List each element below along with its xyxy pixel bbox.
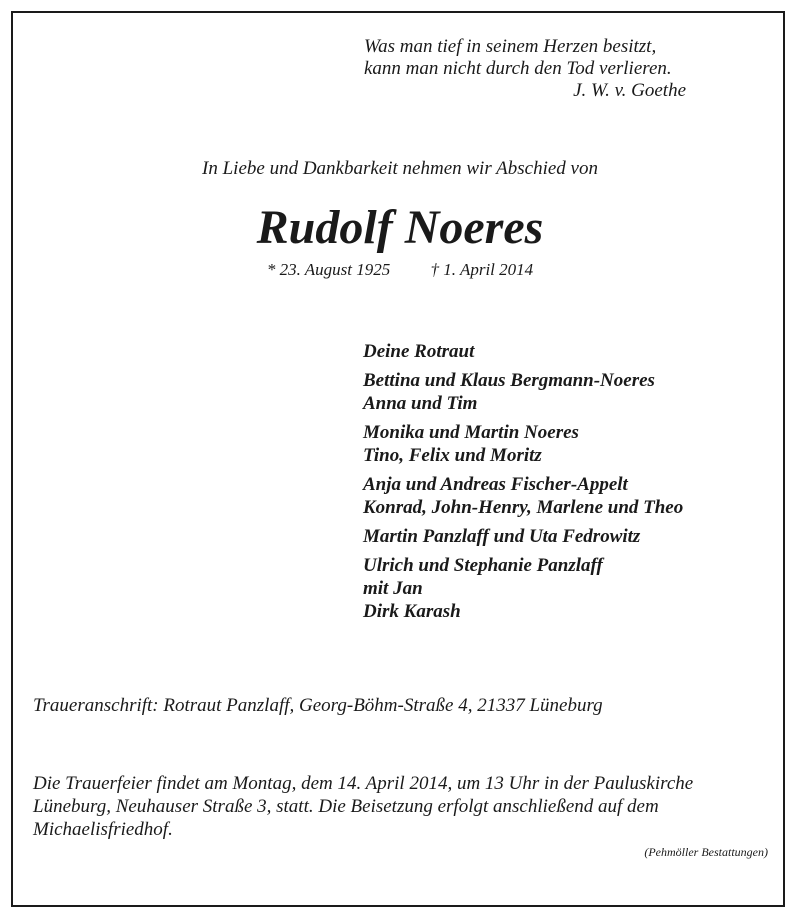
mourner-line: Anja und Andreas Fischer-Appelt — [363, 474, 628, 495]
death-date: † 1. April 2014 — [430, 260, 534, 279]
mourner-line: Monika und Martin Noeres — [363, 422, 579, 443]
mourner-line: Tino, Felix und Moritz — [363, 445, 542, 466]
mourner-line: Deine Rotraut — [363, 341, 475, 362]
birth-date: * 23. August 1925 — [266, 260, 391, 279]
quote-line-1: Was man tief in seinem Herzen besitzt, — [364, 36, 657, 57]
intro-text: In Liebe und Dankbarkeit nehmen wir Abschied von — [202, 158, 598, 179]
mourner-line: mit Jan — [363, 578, 423, 599]
mourner-group — [363, 421, 683, 467]
mourner-group — [363, 369, 683, 415]
mourner-line: Ulrich und Stephanie Panzlaff — [363, 555, 603, 576]
quote-author: J. W. v. Goethe — [573, 80, 686, 101]
life-dates — [0, 260, 800, 280]
quote-line-2: kann man nicht durch den Tod verlieren. — [364, 58, 672, 79]
mourner-group — [363, 473, 683, 519]
mourner-group — [363, 525, 683, 548]
mourner-group — [363, 554, 683, 623]
mourner-line: Martin Panzlaff und Uta Fedrowitz — [363, 526, 641, 547]
ceremony-line-3: Michaelisfriedhof. — [33, 819, 173, 840]
mourner-line: Bettina und Klaus Bergmann-Noeres — [363, 370, 655, 391]
mourning-address: Traueranschrift: Rotraut Panzlaff, Georg-Böhm-Straße 4, 21337 Lüneburg — [33, 695, 603, 716]
undertaker-credit: (Pehmöller Bestattungen) — [644, 845, 768, 859]
mourner-line: Anna und Tim — [363, 393, 478, 414]
ceremony-info — [33, 772, 773, 841]
goethe-quote — [364, 36, 686, 102]
ceremony-line-1: Die Trauerfeier findet am Montag, dem 14. April 2014, um 13 Uhr in der Pauluskirche — [33, 773, 694, 794]
mourner-line: Dirk Karash — [363, 601, 461, 622]
deceased-name: Rudolf Noeres — [256, 201, 544, 254]
ceremony-line-2: Lüneburg, Neuhauser Straße 3, statt. Die Beisetzung erfolgt anschließend auf dem — [33, 796, 659, 817]
mourner-group — [363, 340, 683, 363]
mourner-line: Konrad, John-Henry, Marlene und Theo — [363, 497, 684, 518]
mourners-list — [363, 340, 683, 629]
